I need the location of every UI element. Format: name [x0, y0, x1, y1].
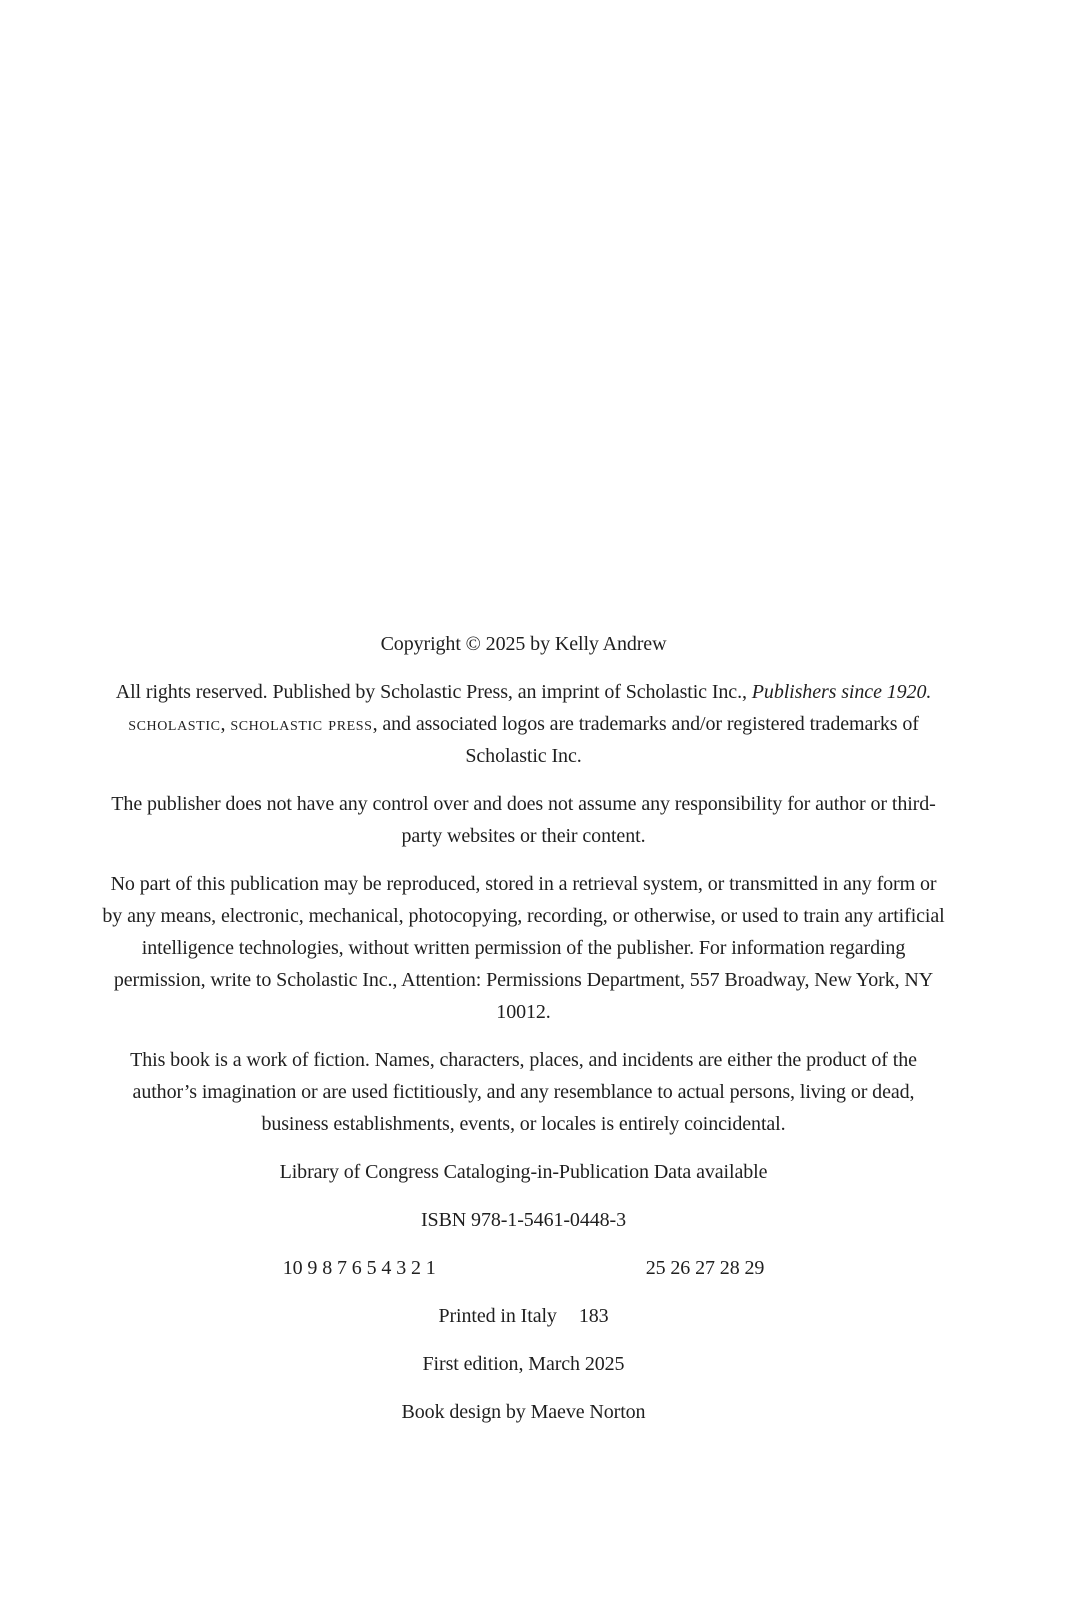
fiction-notice: This book is a work of fiction. Names, characters, places, and incidents are either the product of the author’s imagination or are used fictitiously, and any resemblance to actual persons, living or dead, business establishments, events, or locales is entirely coincidental.	[130, 1049, 917, 1135]
website-disclaimer: The publisher does not have any control over and does not assume any responsibility for author or third-party websites or their content.	[111, 793, 936, 847]
design-credit: Book design by Maeve Norton	[401, 1401, 646, 1423]
isbn: ISBN 978-1-5461-0448-3	[420, 1209, 626, 1231]
printing-number-row	[100, 1252, 947, 1284]
print-line: 10 9 8 7 6 5 4 3 2 1	[282, 1257, 436, 1279]
printed-in: Printed in Italy	[438, 1305, 557, 1327]
rights-paragraph: All rights reserved. Published by Scholastic Press, an imprint of Scholastic Inc., Publishers since 1920. scholastic, scholastic press, and associated logos are trademarks and/or registered trademarks of Scholastic Inc.	[115, 681, 932, 767]
publishers-since: Publishers since 1920.	[751, 681, 932, 703]
year-line: 25 26 27 28 29	[645, 1257, 765, 1279]
rights-prefix: All rights reserved. Published by Scholastic Press, an imprint of Scholastic Inc.,	[115, 681, 747, 703]
copyright-line: Copyright © 2025 by Kelly Andrew	[380, 633, 667, 655]
copyright-page	[100, 628, 947, 1444]
edition: First edition, March 2025	[422, 1353, 625, 1375]
printed-in-row	[100, 1300, 947, 1332]
rights-suffix: and associated logos are trademarks and/or registered trademarks of Scholastic Inc.	[382, 713, 919, 767]
cip-data: Library of Congress Cataloging-in-Publication Data available	[279, 1161, 768, 1183]
trademark-scholastic: scholastic	[128, 713, 221, 735]
trademark-scholastic-press: scholastic press	[230, 713, 373, 735]
reproduction-notice: No part of this publication may be reproduced, stored in a retrieval system, or transmitted in any form or by any means, electronic, mechanical, photocopying, recording, or otherwise, or used to train any artificial intelligence technologies, without written permission of the publisher. For information regarding permission, write to Scholastic Inc., Attention: Permissions Department, 557 Broadway, New York, NY 10012.	[102, 873, 945, 1023]
printer-code: 183	[578, 1305, 609, 1327]
